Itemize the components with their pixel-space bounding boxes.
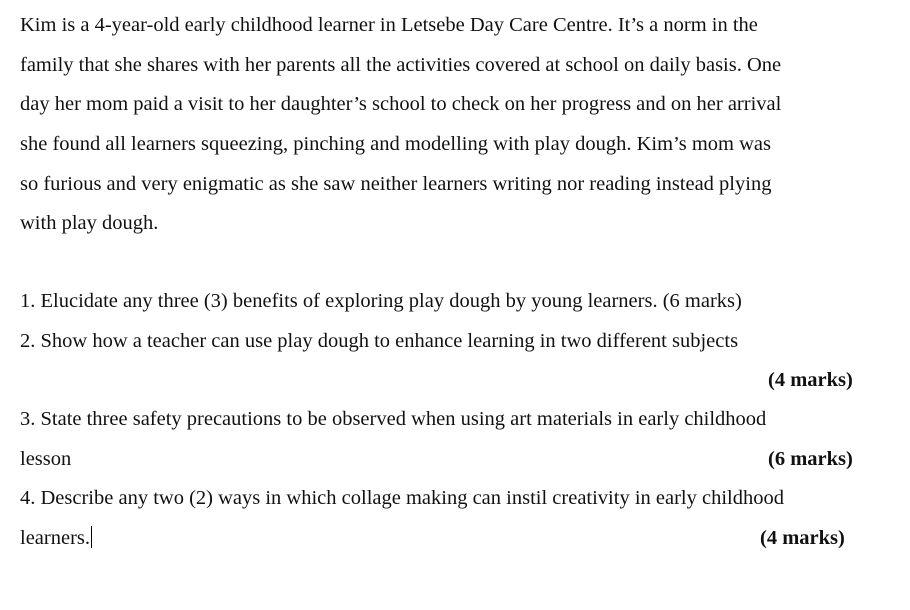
passage-line-2: family that she shares with her parents all the activities covered at school on daily basis. One: [20, 54, 782, 76]
text-cursor: [91, 526, 92, 548]
question-4-marks: (4 marks): [760, 527, 845, 549]
passage-line-6: with play dough.: [20, 212, 159, 234]
passage-line-5: so furious and very enigmatic as she saw neither learners writing nor reading instead plying: [20, 173, 772, 195]
question-2-text: 2. Show how a teacher can use play dough to enhance learning in two different subjects: [20, 330, 739, 352]
question-2-marks: (4 marks): [768, 369, 853, 391]
passage-line-1: Kim is a 4-year-old early childhood learner in Letsebe Day Care Centre. It’s a norm in the: [20, 14, 758, 36]
question-3-text-cont: lesson: [20, 448, 72, 470]
question-4-line-2[interactable]: [20, 526, 92, 550]
question-4-text: 4. Describe any two (2) ways in which collage making can instil creativity in early childhood: [20, 487, 784, 509]
question-3-marks: (6 marks): [768, 448, 853, 470]
question-3-text: 3. State three safety precautions to be observed when using art materials in early childhood: [20, 408, 767, 430]
question-4-text-cont: learners.: [20, 527, 90, 549]
question-1-text: 1. Elucidate any three (3) benefits of exploring play dough by young learners. (6 marks): [20, 290, 742, 312]
passage-line-4: she found all learners squeezing, pinching and modelling with play dough. Kim’s mom was: [20, 133, 771, 155]
passage-line-3: day her mom paid a visit to her daughter’s school to check on her progress and on her arrival: [20, 93, 782, 115]
